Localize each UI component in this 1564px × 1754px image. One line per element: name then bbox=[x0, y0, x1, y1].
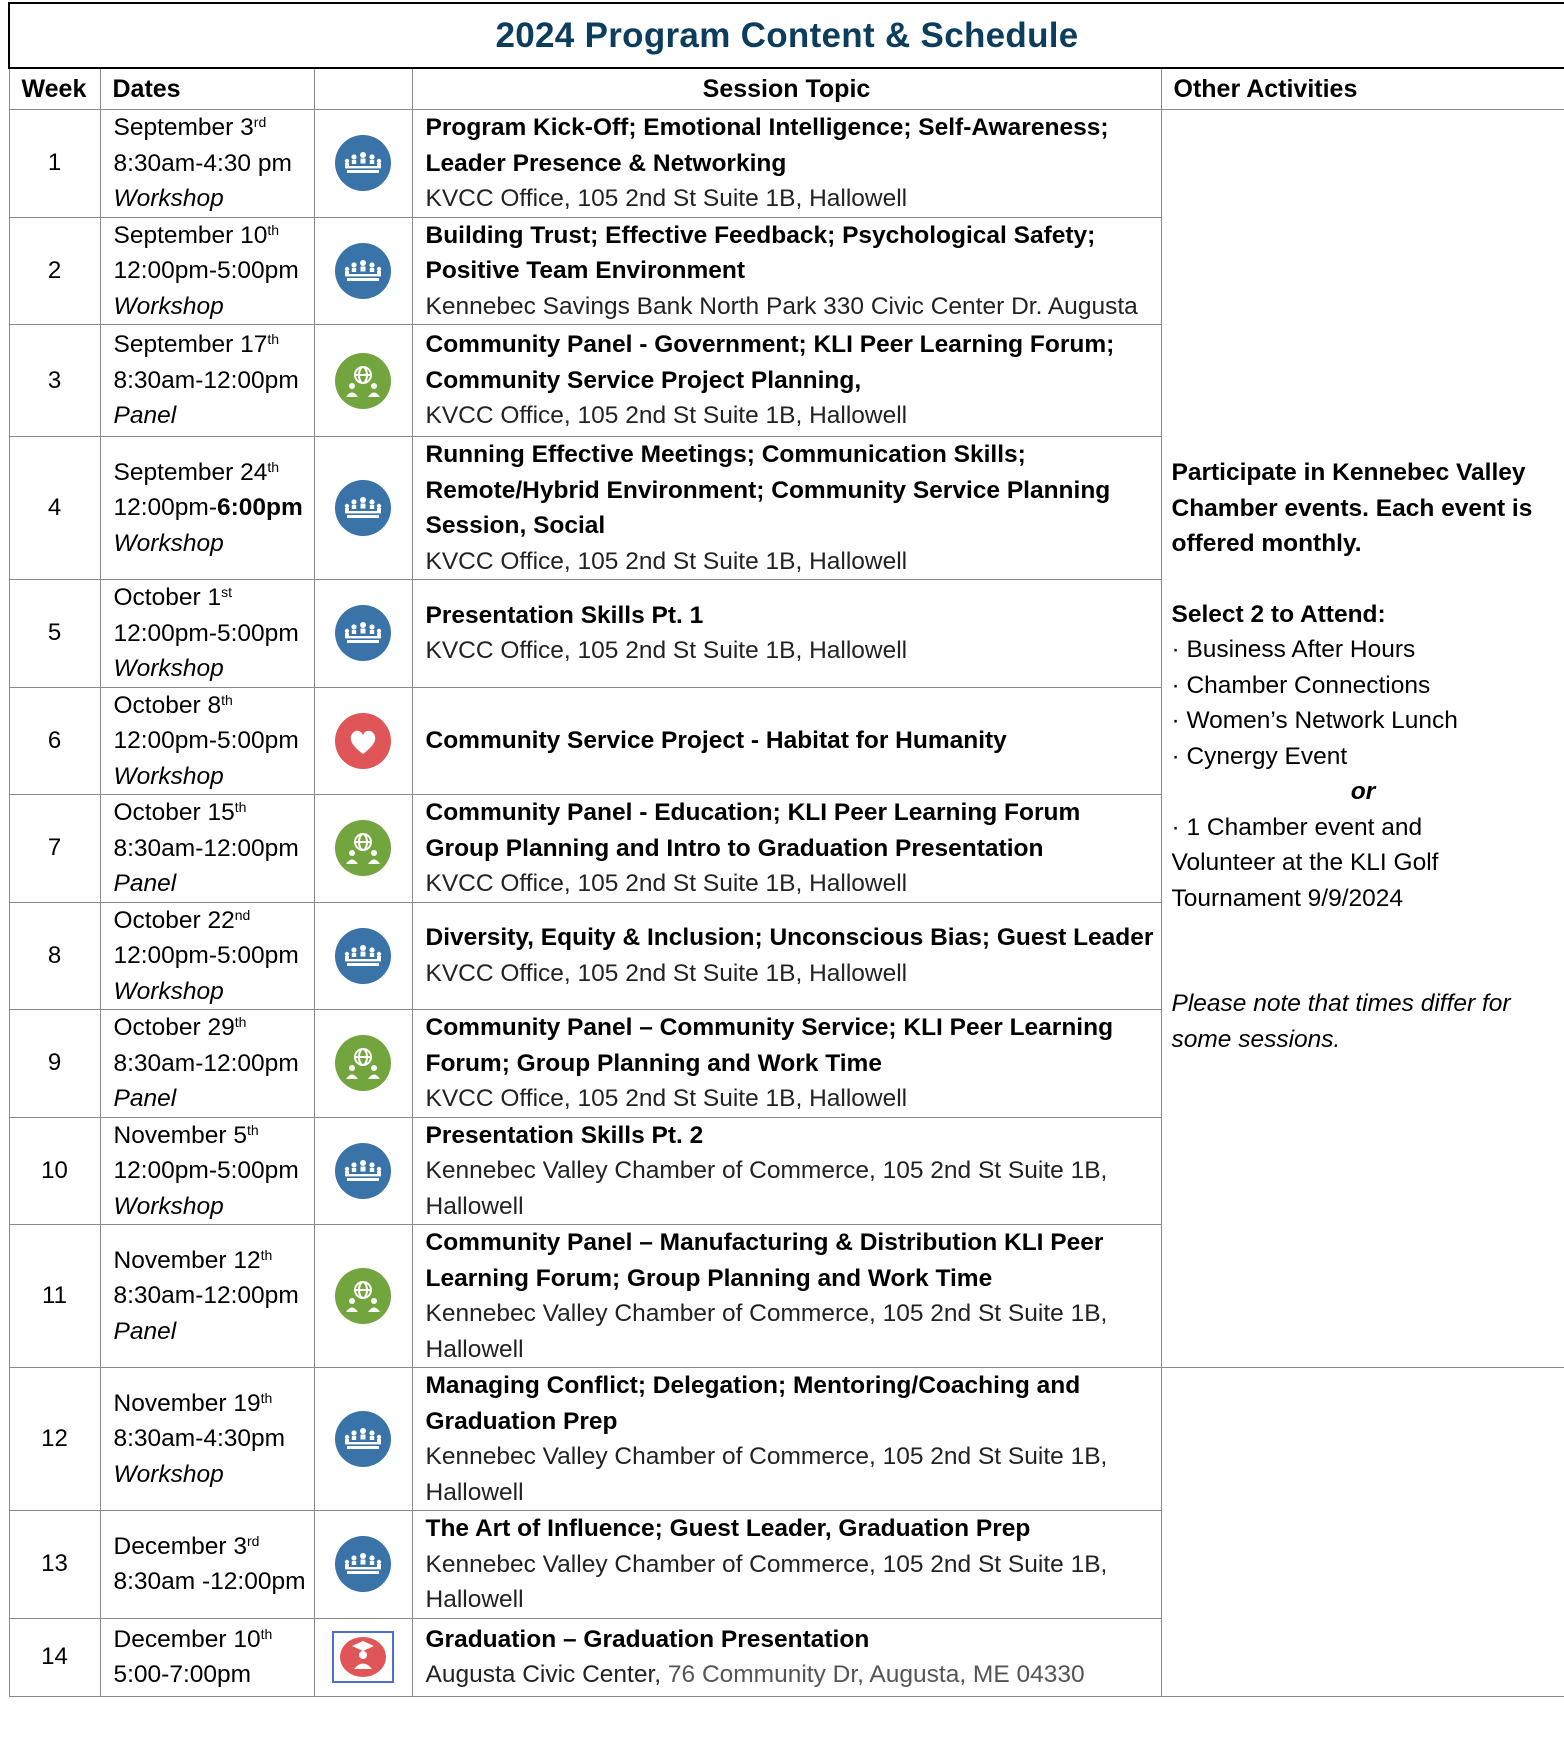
header-week: Week bbox=[9, 68, 100, 110]
session-format: Panel bbox=[113, 1317, 177, 1345]
other-alt-1: · 1 Chamber event and bbox=[1171, 813, 1423, 841]
header-topic: Session Topic bbox=[412, 68, 1161, 110]
date-suffix: th bbox=[246, 1121, 259, 1138]
session-dates bbox=[100, 580, 314, 688]
date-day: September 3 bbox=[113, 114, 254, 141]
date-day: December 3 bbox=[113, 1532, 247, 1560]
date-day: September 10 bbox=[113, 221, 268, 249]
date-day: September 17 bbox=[113, 331, 268, 359]
session-icon-cell bbox=[314, 110, 412, 218]
time-range: 8:30am -12:00pm bbox=[113, 1568, 306, 1596]
date-day: September 24 bbox=[113, 458, 268, 486]
session-icon-cell bbox=[314, 1117, 412, 1225]
session-topic-cell bbox=[412, 1010, 1161, 1118]
session-icon-cell bbox=[314, 1511, 412, 1619]
session-location: KVCC Office, 105 2nd St Suite 1B, Hallowell bbox=[425, 637, 908, 665]
date-suffix: th bbox=[234, 799, 247, 815]
session-format: Workshop bbox=[113, 1192, 224, 1220]
session-format: Workshop bbox=[113, 655, 224, 682]
session-format: Workshop bbox=[113, 292, 224, 320]
session-format: Workshop bbox=[113, 762, 224, 790]
session-topic-cell bbox=[412, 687, 1161, 795]
session-format: Workshop bbox=[113, 977, 224, 1005]
graduation-icon bbox=[332, 1631, 394, 1683]
date-suffix: th bbox=[260, 1246, 273, 1263]
time-range: 12:00pm-5:00pm bbox=[113, 942, 299, 969]
session-topic-cell bbox=[412, 902, 1161, 1010]
date-suffix: th bbox=[267, 331, 280, 348]
panel-icon bbox=[335, 820, 391, 876]
activity-item: · Women’s Network Lunch bbox=[1171, 707, 1458, 734]
session-topic-cell bbox=[412, 580, 1161, 688]
time-range: 12:00pm-5:00pm bbox=[113, 619, 299, 647]
session-topic: Community Panel - Education; KLI Peer Learning Forum Group Planning and Intro to Graduation Presentation bbox=[425, 799, 1081, 862]
session-icon-cell bbox=[314, 1225, 412, 1368]
week-number: 5 bbox=[9, 580, 100, 688]
session-icon-cell bbox=[314, 325, 412, 437]
session-format: Panel bbox=[113, 1085, 177, 1112]
date-suffix: th bbox=[234, 1014, 247, 1030]
week-number: 12 bbox=[9, 1368, 100, 1511]
session-dates bbox=[100, 437, 314, 580]
other-alt-2: Volunteer at the KLI Golf Tournament 9/9/2024 bbox=[1171, 849, 1439, 912]
date-suffix: th bbox=[267, 458, 280, 475]
session-location: KVCC Office, 105 2nd St Suite 1B, Hallowell bbox=[425, 959, 908, 987]
session-format: Workshop bbox=[113, 1460, 224, 1488]
session-topic-cell bbox=[412, 217, 1161, 325]
workshop-icon bbox=[335, 135, 391, 191]
week-number: 1 bbox=[9, 110, 100, 218]
date-suffix: st bbox=[221, 584, 232, 600]
session-dates bbox=[100, 795, 314, 903]
session-icon-cell bbox=[314, 1618, 412, 1696]
week-number: 4 bbox=[9, 437, 100, 580]
session-location: Kennebec Savings Bank North Park 330 Civic Center Dr. Augusta bbox=[425, 292, 1138, 320]
date-suffix: th bbox=[260, 1389, 273, 1406]
session-topic: Presentation Skills Pt. 1 bbox=[425, 601, 704, 629]
workshop-icon bbox=[335, 1536, 391, 1592]
session-icon-cell bbox=[314, 1010, 412, 1118]
session-icon-cell bbox=[314, 902, 412, 1010]
workshop-icon bbox=[335, 605, 391, 661]
other-activities bbox=[1161, 110, 1564, 1368]
week-number: 3 bbox=[9, 325, 100, 437]
other-activities-empty bbox=[1161, 1368, 1564, 1697]
header-dates: Dates bbox=[100, 68, 314, 110]
session-topic: Community Service Project - Habitat for Humanity bbox=[425, 727, 1007, 754]
schedule-table bbox=[8, 2, 1564, 1697]
time-range: 8:30am-12:00pm bbox=[113, 366, 299, 394]
session-icon-cell bbox=[314, 795, 412, 903]
session-address: 76 Community Dr, Augusta, ME 04330 bbox=[661, 1661, 1085, 1688]
week-number: 14 bbox=[9, 1618, 100, 1696]
session-icon-cell bbox=[314, 1368, 412, 1511]
session-topic: Managing Conflict; Delegation; Mentoring/Coaching and Graduation Prep bbox=[425, 1372, 1081, 1435]
workshop-icon bbox=[335, 243, 391, 299]
session-topic-cell bbox=[412, 1225, 1161, 1368]
other-intro: Participate in Kennebec Valley Chamber events. Each event is offered monthly. bbox=[1171, 459, 1533, 557]
session-dates bbox=[100, 902, 314, 1010]
date-day: November 19 bbox=[113, 1389, 261, 1417]
session-location: Kennebec Valley Chamber of Commerce, 105 2nd St Suite 1B, Hallowell bbox=[425, 1550, 1108, 1613]
page-title: 2024 Program Content & Schedule bbox=[9, 3, 1564, 68]
week-number: 7 bbox=[9, 795, 100, 903]
session-topic-cell bbox=[412, 1511, 1161, 1619]
session-topic-cell bbox=[412, 1117, 1161, 1225]
panel-icon bbox=[335, 1035, 391, 1091]
date-day: December 10 bbox=[113, 1625, 261, 1653]
session-dates bbox=[100, 1225, 314, 1368]
session-topic-cell bbox=[412, 437, 1161, 580]
date-day: October 22 bbox=[113, 906, 235, 934]
session-icon-cell bbox=[314, 687, 412, 795]
other-select: Select 2 to Attend: bbox=[1171, 600, 1386, 628]
session-dates bbox=[100, 1511, 314, 1619]
time-range: 12:00pm-5:00pm bbox=[113, 727, 299, 754]
week-number: 10 bbox=[9, 1117, 100, 1225]
session-dates bbox=[100, 1368, 314, 1511]
date-suffix: nd bbox=[234, 906, 251, 923]
session-format: Panel bbox=[113, 402, 177, 430]
session-location: KVCC Office, 105 2nd St Suite 1B, Hallowell bbox=[425, 547, 908, 575]
session-location: KVCC Office, 105 2nd St Suite 1B, Hallowell bbox=[425, 1085, 908, 1112]
week-number: 8 bbox=[9, 902, 100, 1010]
session-location: KVCC Office, 105 2nd St Suite 1B, Hallowell bbox=[425, 870, 908, 897]
session-topic: Community Panel – Community Service; KLI Peer Learning Forum; Group Planning and Work Time bbox=[425, 1014, 1114, 1077]
session-location: Kennebec Valley Chamber of Commerce, 105 2nd St Suite 1B, Hallowell bbox=[425, 1443, 1108, 1506]
time-range: 8:30am-4:30pm bbox=[113, 1425, 286, 1453]
session-topic-cell bbox=[412, 1618, 1161, 1696]
session-format: Panel bbox=[113, 870, 177, 897]
table-row bbox=[9, 1368, 1564, 1511]
time-range: 8:30am-12:00pm bbox=[113, 1049, 299, 1077]
header-other: Other Activities bbox=[1161, 68, 1564, 110]
week-number: 2 bbox=[9, 217, 100, 325]
session-dates bbox=[100, 325, 314, 437]
session-topic-cell bbox=[412, 110, 1161, 218]
session-icon-cell bbox=[314, 217, 412, 325]
activity-item: · Chamber Connections bbox=[1171, 671, 1431, 699]
time-range: 8:30am-4:30 pm bbox=[113, 149, 292, 177]
session-topic: Diversity, Equity & Inclusion; Unconscious Bias; Guest Leader bbox=[425, 924, 1154, 952]
date-suffix: rd bbox=[246, 1532, 260, 1549]
session-topic: Building Trust; Effective Feedback; Psychological Safety; Positive Team Environment bbox=[425, 221, 1096, 284]
week-number: 13 bbox=[9, 1511, 100, 1619]
header-icon bbox=[314, 68, 412, 110]
other-or: or bbox=[1350, 778, 1376, 805]
session-topic: Community Panel – Manufacturing & Distribution KLI Peer Learning Forum; Group Planning and Work Time bbox=[425, 1229, 1104, 1292]
session-format: Workshop bbox=[113, 529, 224, 557]
time-range: 8:30am-12:00pm bbox=[113, 834, 299, 862]
session-dates bbox=[100, 1010, 314, 1118]
date-suffix: th bbox=[221, 691, 233, 708]
week-number: 11 bbox=[9, 1225, 100, 1368]
session-format: Workshop bbox=[113, 185, 224, 212]
heart-icon bbox=[335, 713, 391, 769]
time-range: 12:00pm- bbox=[113, 494, 218, 522]
time-range: 5:00-7:00pm bbox=[113, 1661, 252, 1688]
session-topic: Presentation Skills Pt. 2 bbox=[425, 1121, 704, 1149]
session-dates bbox=[100, 1618, 314, 1696]
date-day: October 8 bbox=[113, 691, 222, 719]
date-suffix: rd bbox=[253, 114, 267, 130]
session-location: Kennebec Valley Chamber of Commerce, 105 2nd St Suite 1B, Hallowell bbox=[425, 1157, 1108, 1220]
session-topic: Program Kick-Off; Emotional Intelligence; Self-Awareness; Leader Presence & Networking bbox=[425, 114, 1109, 177]
session-dates bbox=[100, 217, 314, 325]
session-topic: Running Effective Meetings; Communication Skills; Remote/Hybrid Environment; Community Service Planning Session, Social bbox=[425, 441, 1111, 539]
panel-icon bbox=[335, 353, 391, 409]
session-topic: Community Panel - Government; KLI Peer Learning Forum; Community Service Project Planning, bbox=[425, 331, 1115, 394]
date-day: November 5 bbox=[113, 1121, 247, 1149]
session-topic-cell bbox=[412, 795, 1161, 903]
workshop-icon bbox=[335, 1143, 391, 1199]
activity-item: · Business After Hours bbox=[1171, 636, 1416, 663]
session-location: Kennebec Valley Chamber of Commerce, 105 2nd St Suite 1B, Hallowell bbox=[425, 1300, 1108, 1363]
date-day: October 15 bbox=[113, 799, 235, 826]
session-location: KVCC Office, 105 2nd St Suite 1B, Hallowell bbox=[425, 402, 908, 430]
time-range: 8:30am-12:00pm bbox=[113, 1282, 299, 1310]
workshop-icon bbox=[335, 928, 391, 984]
time-range: 12:00pm-5:00pm bbox=[113, 257, 299, 284]
week-number: 9 bbox=[9, 1010, 100, 1118]
session-icon-cell bbox=[314, 580, 412, 688]
session-topic: Graduation – Graduation Presentation bbox=[425, 1625, 870, 1653]
session-location: KVCC Office, 105 2nd St Suite 1B, Hallowell bbox=[425, 185, 908, 212]
session-dates bbox=[100, 1117, 314, 1225]
other-note: Please note that times differ for some sessions. bbox=[1171, 990, 1511, 1053]
date-suffix: th bbox=[260, 1625, 273, 1642]
date-day: October 29 bbox=[113, 1014, 235, 1041]
time-range: 12:00pm-5:00pm bbox=[113, 1157, 299, 1184]
session-dates bbox=[100, 687, 314, 795]
workshop-icon bbox=[335, 1411, 391, 1467]
week-number: 6 bbox=[9, 687, 100, 795]
date-day: October 1 bbox=[113, 584, 222, 611]
session-topic-cell bbox=[412, 1368, 1161, 1511]
activity-item: · Cynergy Event bbox=[1171, 742, 1348, 770]
session-location: Augusta Civic Center, bbox=[425, 1661, 662, 1688]
session-topic: The Art of Influence; Guest Leader, Graduation Prep bbox=[425, 1515, 1031, 1542]
workshop-icon bbox=[335, 480, 391, 536]
panel-icon bbox=[335, 1268, 391, 1324]
session-dates bbox=[100, 110, 314, 218]
session-icon-cell bbox=[314, 437, 412, 580]
session-topic-cell bbox=[412, 325, 1161, 437]
time-range-bold: 6:00pm bbox=[217, 494, 303, 522]
table-row bbox=[9, 110, 1564, 218]
date-day: November 12 bbox=[113, 1246, 261, 1274]
date-suffix: th bbox=[267, 221, 280, 238]
